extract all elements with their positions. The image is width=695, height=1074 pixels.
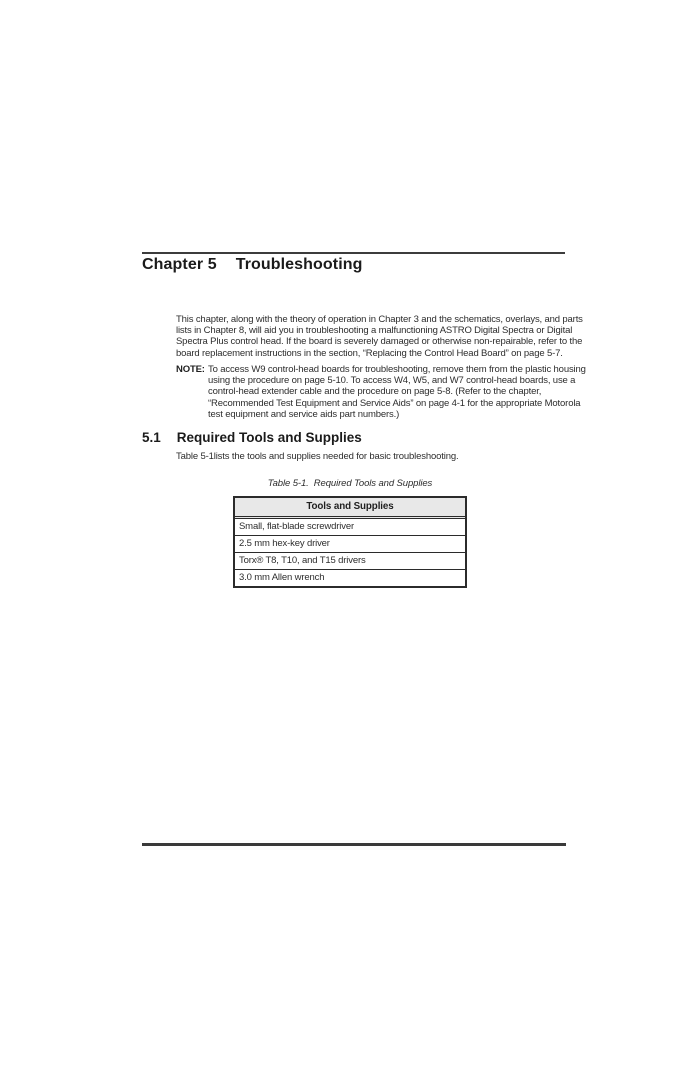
note-line: control-head extender cable and the procedure on page 5-8. (Refer to the chapter, [208, 386, 542, 398]
chapter-title: Troubleshooting [235, 256, 363, 273]
bottom-rule [142, 843, 566, 846]
intro-line: Spectra Plus control head. If the board is severely damaged or otherwise non-repairable, refer to the [176, 336, 583, 348]
table-header-cell: Tools and Supplies [235, 498, 465, 519]
table-row: Torx® T8, T10, and T15 drivers [235, 552, 465, 569]
note-line: To access W9 control-head boards for troubleshooting, remove them from the plastic housing [208, 364, 586, 375]
tools-table [233, 496, 467, 588]
note-line: test equipment and service aids part numbers.) [208, 408, 400, 420]
table-row: 2.5 mm hex-key driver [235, 535, 465, 552]
chapter-heading [142, 256, 363, 274]
table-row: 3.0 mm Allen wrench [235, 569, 465, 586]
section-number: 5.1 [142, 430, 161, 445]
table-body [235, 519, 465, 586]
note-line: “Recommended Test Equipment and Service Aids” on page 4-1 for the appropriate Motorola [208, 397, 581, 409]
section-intro-text: Table 5-1lists the tools and supplies needed for basic troubleshooting. [176, 451, 459, 462]
intro-line: lists in Chapter 8, will aid you in troubleshooting a malfunctioning ASTRO Digital Spectra or Digital [176, 325, 573, 337]
top-rule [142, 252, 565, 254]
note-line: using the procedure on page 5-10. To access W4, W5, and W7 control-head boards, use a [208, 375, 576, 387]
table-row: Small, flat-blade screwdriver [239, 521, 354, 532]
section-title: Required Tools and Supplies [176, 430, 362, 445]
chapter-number: Chapter 5 [142, 256, 217, 273]
intro-paragraph [176, 314, 583, 359]
intro-line: This chapter, along with the theory of operation in Chapter 3 and the schematics, overlays, and parts [176, 314, 583, 325]
note-label: NOTE: [176, 364, 205, 375]
intro-line: board replacement instructions in the section, “Replacing the Control Head Board” on page 5-7. [176, 347, 563, 359]
note-text [208, 364, 586, 420]
note-block [176, 364, 586, 420]
section-heading [142, 430, 362, 445]
table-caption: Table 5-1. Required Tools and Supplies [267, 478, 433, 489]
